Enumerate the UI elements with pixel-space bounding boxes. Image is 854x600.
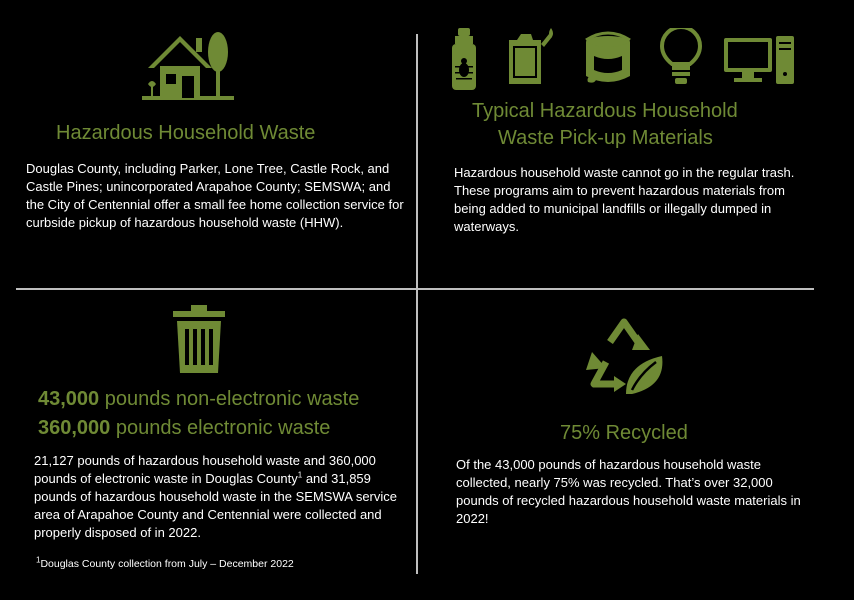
q4-body: Of the 43,000 pounds of hazardous household waste collected, nearly 75% was recycled. That’s over 32,000 pounds of recycled hazardous household waste materials in 2022! bbox=[456, 457, 801, 526]
q3-body-part2: and 31,859 pounds of hazardous household waste in the SEMSWA service area of Arapahoe County and Centennial were collected and properly disposed of in 2022. bbox=[34, 471, 398, 540]
house-with-tree-icon bbox=[142, 28, 234, 100]
pesticide-spray-can-icon bbox=[449, 28, 479, 90]
q3-body-sup: 1 bbox=[297, 470, 303, 480]
footnote-sup: 1 bbox=[36, 555, 41, 565]
horizontal-divider bbox=[16, 288, 814, 290]
stat-electronic-value: 360,000 bbox=[38, 417, 111, 439]
computer-icon bbox=[724, 36, 796, 84]
recycle-leaf-icon bbox=[584, 316, 666, 396]
paint-can-icon bbox=[582, 28, 634, 84]
gas-can-icon bbox=[507, 28, 557, 84]
vertical-divider bbox=[416, 34, 418, 574]
q3-body-part1: 21,127 pounds of hazardous household waste and 360,000 pounds of electronic waste in Douglas County bbox=[34, 453, 376, 486]
light-bulb-icon bbox=[660, 28, 702, 86]
q4-title: 75% Recycled bbox=[560, 422, 688, 444]
q2-title-line2: Waste Pick-up Materials bbox=[498, 127, 713, 149]
q2-title-line1: Typical Hazardous Household bbox=[472, 100, 738, 122]
trash-can-icon bbox=[173, 305, 225, 373]
stat-non-electronic-value: 43,000 bbox=[38, 388, 100, 410]
q2-body: Hazardous household waste cannot go in the regular trash. These programs aim to prevent hazardous materials from being added to municipal landfills or illegally dumped in waterways. bbox=[454, 165, 795, 234]
q1-title: Hazardous Household Waste bbox=[56, 122, 316, 144]
footnote bbox=[36, 557, 294, 571]
q3-body bbox=[34, 452, 410, 542]
footnote-text: Douglas County collection from July – December 2022 bbox=[40, 558, 294, 570]
stat-non-electronic-label: pounds non-electronic waste bbox=[99, 388, 360, 410]
q1-body: Douglas County, including Parker, Lone Tree, Castle Rock, and Castle Pines; unincorporated Arapahoe County; SEMSWA; and the City of Centennial offer a small fee home collection service for curbside pickup of hazardous household waste (HHW). bbox=[26, 161, 404, 230]
stat-non-electronic bbox=[38, 385, 359, 413]
stat-electronic-label: pounds electronic waste bbox=[110, 417, 331, 439]
stat-electronic bbox=[38, 414, 330, 442]
